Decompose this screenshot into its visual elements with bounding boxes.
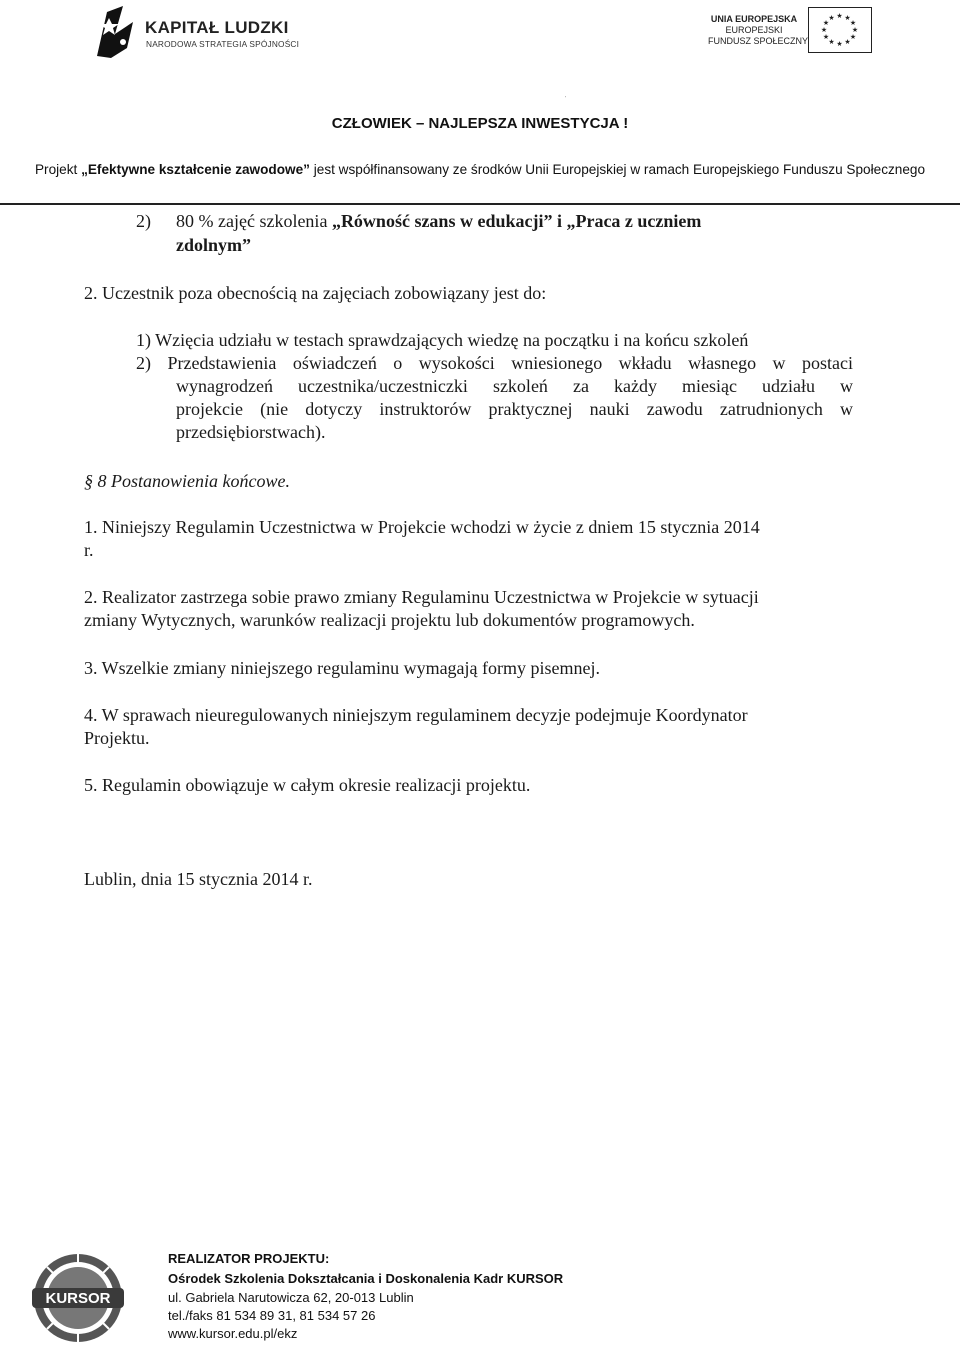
project-info: [14, 159, 946, 180]
footer-phone: tel./faks 81 534 89 31, 81 534 57 26: [168, 1308, 376, 1323]
eu-fund-line2: FUNDUSZ SPOŁECZNY: [708, 36, 809, 46]
project-prefix: Projekt: [34, 162, 82, 177]
svg-text:★: ★: [836, 40, 843, 48]
subitem-2-line3: projekcie (nie dotyczy instruktorów praktycznej nauki zawodu zatrudnionych w: [176, 399, 853, 419]
svg-text:★: ★: [828, 38, 835, 46]
kapital-ludzki-subtitle: NARODOWA STRATEGIA SPÓJNOŚCI: [146, 39, 300, 49]
svg-text:★: ★: [849, 19, 857, 27]
subitem-1: 1) Wzięcia udziału w testach sprawdzających wiedzę na początku i na końcu szkoleń: [136, 330, 749, 350]
final-provision-2-line1: 2. Realizator zastrzega sobie prawo zmiany Regulaminu Uczestnictwa w Projekcie w sytuacji: [84, 587, 759, 607]
footer-website: www.kursor.edu.pl/ekz: [168, 1326, 298, 1341]
eu-flag-icon: [808, 7, 872, 53]
svg-text:★: ★: [822, 19, 830, 27]
subitem-2-line2: wynagrodzeń uczestnika/uczestniczki szkoleń za każdy miesiąc udziału w: [176, 376, 853, 396]
footer-label: REALIZATOR PROJEKTU:: [168, 1251, 330, 1266]
list-item-continuation: zdolnym”: [176, 235, 252, 255]
subitem-2-line4: przedsiębiorstwach).: [176, 422, 326, 442]
kapital-ludzki-emblem-icon: [93, 4, 139, 60]
svg-text:★: ★: [822, 33, 830, 41]
subitem-2-line1: 2) Przedstawienia oświadczeń o wysokości wniesionego wkładu własnego w postaci: [136, 353, 853, 373]
kursor-logo: [30, 1252, 126, 1344]
final-provision-2-line2: zmiany Wytycznych, warunków realizacji projektu lub dokumentów programowych.: [84, 610, 695, 630]
place-and-date: Lublin, dnia 15 stycznia 2014 r.: [84, 869, 313, 889]
svg-text:★: ★: [820, 26, 828, 34]
svg-text:★: ★: [844, 38, 851, 46]
final-provision-4-line2: Projektu.: [84, 728, 150, 748]
svg-text:★: ★: [836, 12, 843, 20]
eu-logo: [708, 6, 878, 56]
final-provision-1-line2: r.: [84, 540, 94, 560]
list-item-text: [176, 210, 701, 233]
list-item-plain: 80 % zajęć szkolenia: [176, 211, 332, 231]
final-provision-1-line1: 1. Niniejszy Regulamin Uczestnictwa w Projekcie wchodzi w życie z dniem 15 stycznia 2014: [84, 517, 760, 537]
section-heading: § 8 Postanowienia końcowe.: [84, 471, 290, 491]
project-name: „Efektywne kształcenie zawodowe”: [81, 162, 310, 177]
eu-fund-line1: EUROPEJSKI: [725, 25, 783, 35]
svg-text:★: ★: [844, 14, 851, 22]
svg-text:★: ★: [849, 33, 857, 41]
header-divider: [0, 203, 960, 205]
footer-address: ul. Gabriela Narutowicza 62, 20-013 Lublin: [168, 1290, 414, 1305]
list-item-number: 2): [136, 211, 151, 231]
header-slogan: CZŁOWIEK – NAJLEPSZA INWESTYCJA !: [331, 115, 629, 132]
footer-org: Ośrodek Szkolenia Dokształcania i Doskonalenia Kadr KURSOR: [168, 1271, 564, 1286]
svg-text:★: ★: [828, 14, 835, 22]
final-provision-5: 5. Regulamin obowiązuje w całym okresie realizacji projektu.: [84, 775, 531, 795]
paragraph-2-intro: 2. Uczestnik poza obecnością na zajęciach zobowiązany jest do:: [84, 283, 547, 303]
final-provision-4-line1: 4. W sprawach nieuregulowanych niniejszym regulaminem decyzje podejmuje Koordynator: [84, 705, 748, 725]
project-funding: jest współfinansowany ze środków Unii Europejskiej w ramach Europejskiego Funduszu Społecznego: [309, 162, 926, 177]
kursor-logo-text: KURSOR: [45, 1290, 111, 1307]
final-provision-3: 3. Wszelkie zmiany niniejszego regulaminu wymagają formy pisemnej.: [84, 658, 601, 678]
kapital-ludzki-title: KAPITAŁ LUDZKI: [145, 18, 289, 37]
eu-name: UNIA EUROPEJSKA: [710, 14, 798, 24]
kapital-ludzki-logo: [93, 4, 300, 64]
svg-text:★: ★: [851, 26, 859, 34]
training-names: „Równość szans w edukacji” i „Praca z uczniem: [331, 211, 702, 231]
header-mark: ': [565, 96, 566, 102]
